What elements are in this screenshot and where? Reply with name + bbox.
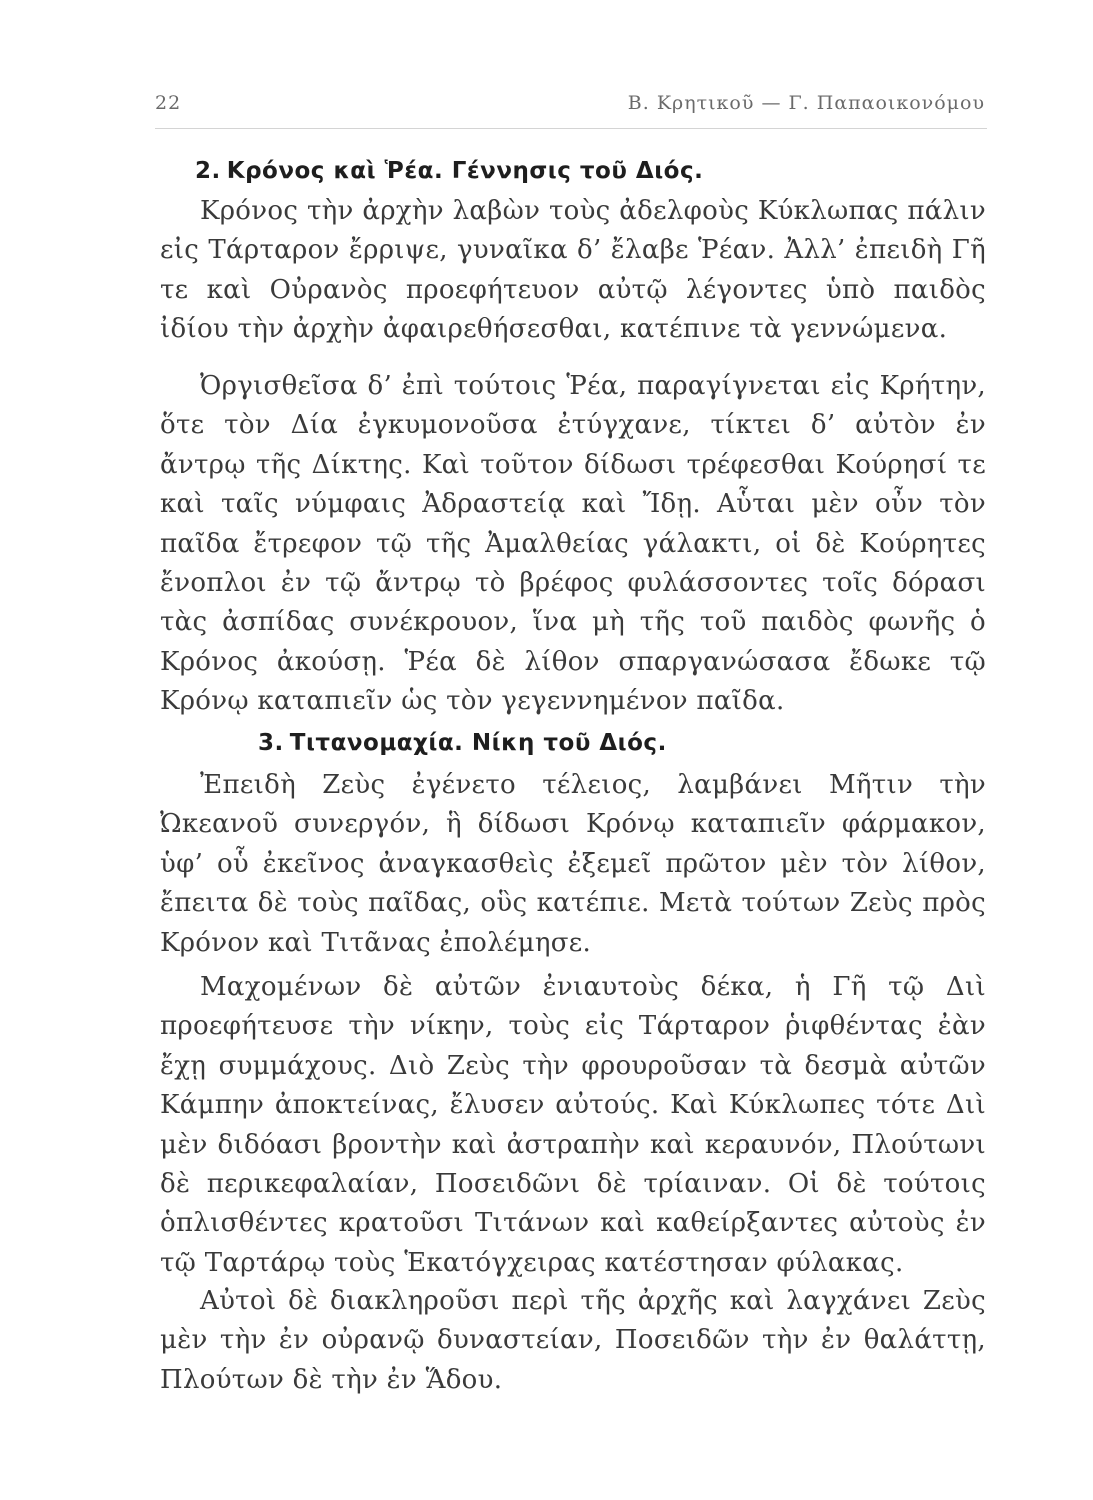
section-number: 3. [258,730,284,756]
section-number: 2. [195,158,221,184]
section-heading-titanomachy [258,730,667,756]
header-divider [155,128,987,129]
paragraph: Αὐτοὶ δὲ διακληροῦσι περὶ τῆς ἀρχῆς καὶ λαγχάνει Ζεὺς μὲν τὴν ἐν οὐρανῷ δυναστείαν, Ποσειδῶν τὴν ἐν θαλάττῃ, Πλούτων δὲ τὴν ἐν Ἅδου. [160,1286,986,1395]
section-title: Τιτανομαχία. Νίκη τοῦ Διός. [289,730,667,756]
paragraph: Ὀργισθεῖσα δ’ ἐπὶ τούτοις Ῥέα, παραγίγνεται εἰς Κρήτην, ὅτε τὸν Δία ἐγκυμονοῦσα ἐτύγχανε, τίκτει δ’ αὐτὸν ἐν ἄντρῳ τῆς Δίκτης. Καὶ τοῦτον δίδωσι τρέφεσθαι Κούρησί τε καὶ ταῖς νύμφαις Ἀδραστείᾳ καὶ Ἴδῃ. Αὗται μὲν οὖν τὸν παῖδα ἔτρεφον τῷ τῆς Ἀμαλθείας γάλακτι, οἱ δὲ Κούρητες ἔνοπλοι ἐν τῷ ἄντρῳ τὸ βρέφος φυλάσσοντες τοῖς δόρασι τὰς ἀσπίδας συνέκρουον, ἵνα μὴ τῆς τοῦ παιδὸς φωνῆς ὁ Κρόνος ἀκούσῃ. Ῥέα δὲ λίθον σπαργανώσασα ἔδωκε τῷ Κρόνῳ καταπιεῖν ὡς τὸν γεγεννημένον παῖδα. [160,371,986,717]
running-head [155,92,985,122]
paragraph: Μαχομένων δὲ αὐτῶν ἐνιαυτοὺς δέκα, ἡ Γῆ τῷ Διὶ προεφήτευσε τὴν νίκην, τοὺς εἰς Τάρταρον ῥιφθέντας ἐὰν ἔχῃ συμμάχους. Διὸ Ζεὺς τὴν φρουροῦσαν τὰ δεσμὰ αὐτῶν Κάμπην ἀποκτείνας, ἔλυσεν αὐτούς. Καὶ Κύκλωπες τότε Διὶ μὲν διδόασι βροντὴν καὶ ἀστραπὴν καὶ κεραυνόν, Πλούτωνι δὲ περικεφαλαίαν, Ποσειδῶνι δὲ τρίαιναν. Οἱ δὲ τούτοις ὁπλισθέντες κρατοῦσι Τιτάνων καὶ καθείρξαντες αὐτοὺς ἐν τῷ Ταρτάρῳ τοὺς Ἑκατόγχειρας κατέστησαν φύλακας. [160,972,986,1278]
running-title: Β. Κρητικοῦ — Γ. Παπαοικονόμου [627,92,985,114]
section-title: Κρόνος καὶ Ῥέα. Γέννησις τοῦ Διός. [226,158,704,184]
paragraph: Κρόνος τὴν ἀρχὴν λαβὼν τοὺς ἀδελφοὺς Κύκλωπας πάλιν εἰς Τάρταρον ἔρριψε, γυναῖκα δ’ ἔλαβε Ῥέαν. Ἀλλ’ ἐπειδὴ Γῆ τε καὶ Οὐρανὸς προεφήτευον αὐτῷ λέγοντες ὑπὸ παιδὸς ἰδίου τὴν ἀρχὴν ἀφαιρεθήσεσθαι, κατέπινε τὰ γεννώμενα. [160,196,986,345]
page-number: 22 [155,92,182,114]
paragraph: Ἐπειδὴ Ζεὺς ἐγένετο τέλειος, λαμβάνει Μῆτιν τὴν Ὠκεανοῦ συνεργόν, ἣ δίδωσι Κρόνῳ καταπιεῖν φάρμακον, ὑφ’ οὗ ἐκεῖνος ἀναγκασθεὶς ἐξεμεῖ πρῶτον μὲν τὸν λίθον, ἔπειτα δὲ τοὺς παῖδας, οὓς κατέπιε. Μετὰ τούτων Ζεὺς πρὸς Κρόνον καὶ Τιτᾶνας ἐπολέμησε. [160,770,986,958]
section-heading-kronos-rea [195,158,703,184]
